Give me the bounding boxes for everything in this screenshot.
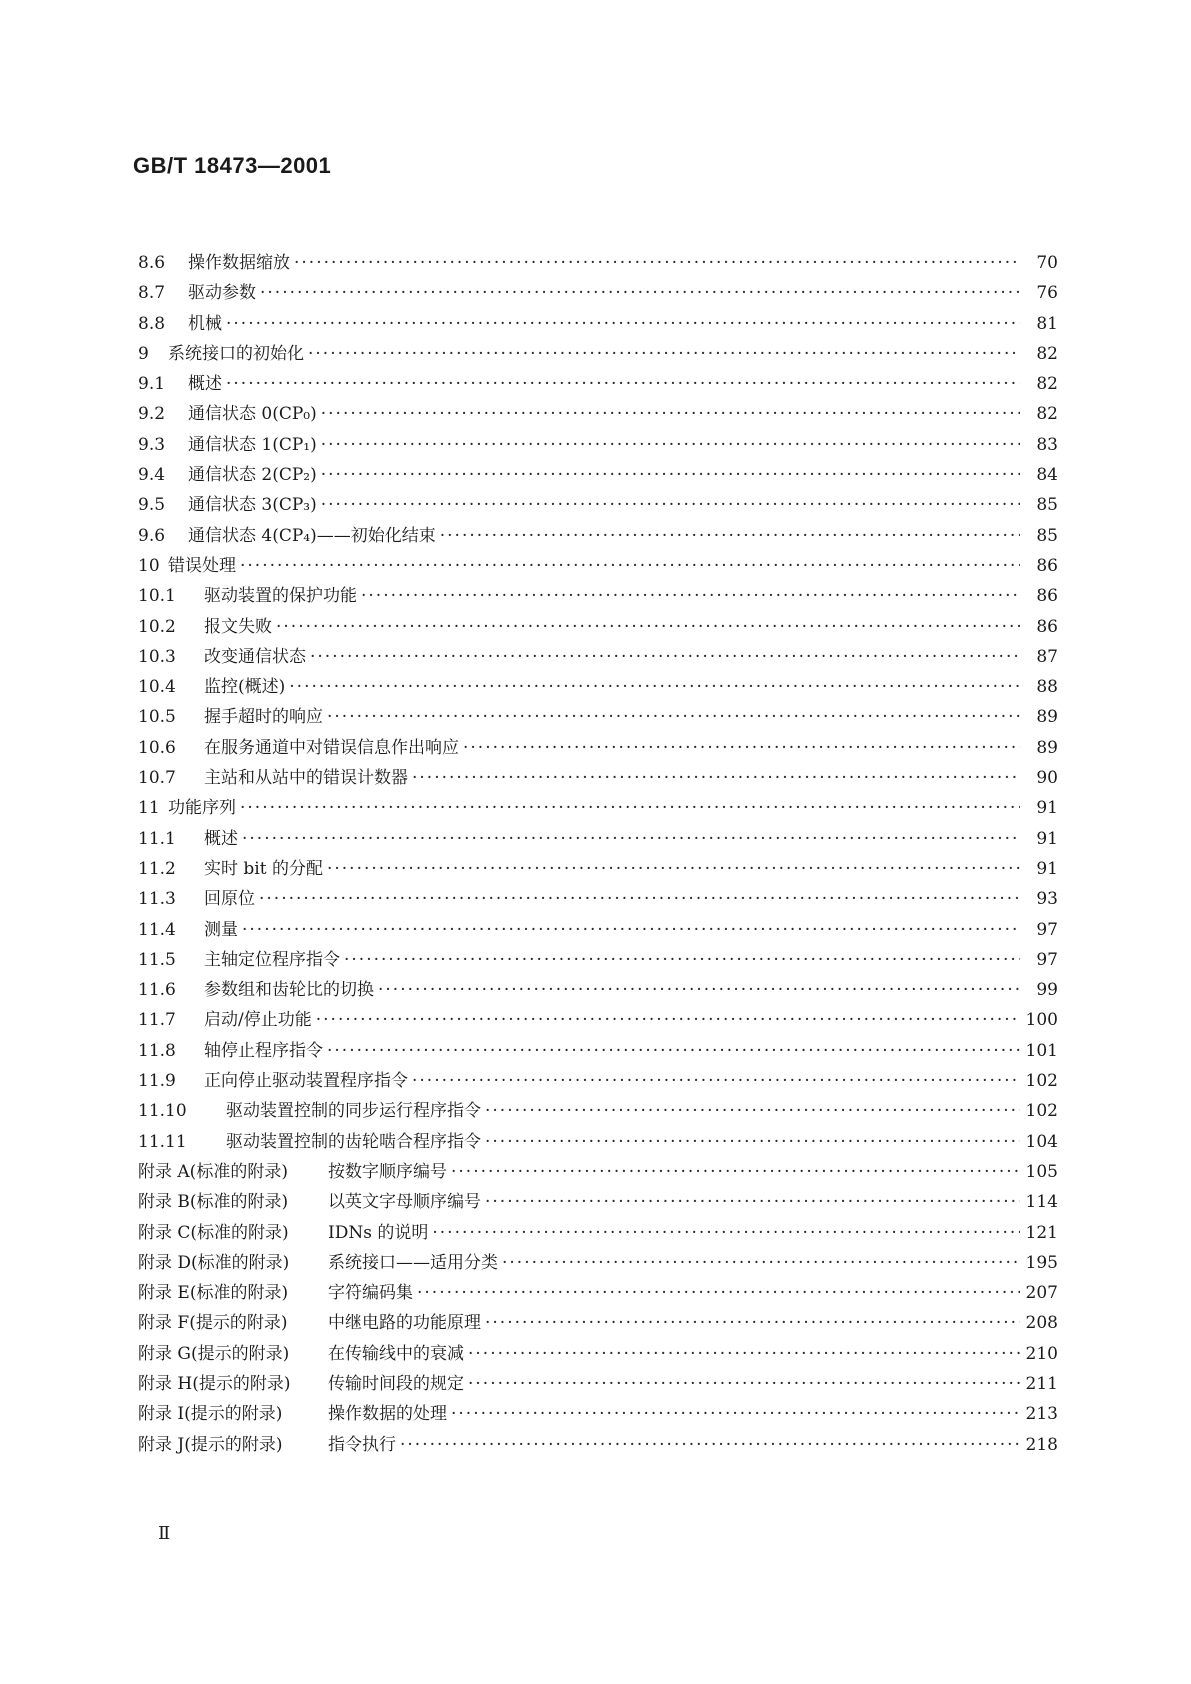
toc-entry-number: 11.3 xyxy=(138,889,176,910)
dot-leader xyxy=(440,521,1020,551)
toc-entry-title: 监控(概述) xyxy=(204,677,286,698)
dot-leader xyxy=(276,612,1020,642)
toc-entry-number: 附录 A(标准的附录) xyxy=(138,1161,288,1182)
dot-leader xyxy=(308,339,1020,369)
toc-entry-number: 附录 H(提示的附录) xyxy=(138,1373,291,1394)
toc-entry[interactable] xyxy=(138,793,1058,823)
toc-entry-number: 10.4 xyxy=(138,677,176,698)
dot-leader xyxy=(327,1036,1020,1066)
toc-entry[interactable] xyxy=(138,763,1058,793)
table-of-contents xyxy=(138,248,1058,1460)
dot-leader xyxy=(226,369,1020,399)
toc-entry[interactable] xyxy=(138,430,1058,460)
toc-entry-number: 11.5 xyxy=(138,949,176,970)
toc-entry-number: 附录 C(标准的附录) xyxy=(138,1222,289,1243)
toc-entry-number: 附录 E(标准的附录) xyxy=(138,1283,289,1304)
toc-entry[interactable] xyxy=(138,1127,1058,1157)
toc-entry[interactable] xyxy=(138,490,1058,520)
toc-entry-page: 76 xyxy=(1036,283,1058,304)
toc-entry-number: 附录 D(标准的附录) xyxy=(138,1252,290,1273)
toc-entry[interactable] xyxy=(138,854,1058,884)
toc-entry-number: 11.11 xyxy=(138,1131,187,1152)
toc-entry-number: 11 xyxy=(138,798,160,819)
toc-entry-page: 195 xyxy=(1025,1252,1058,1273)
toc-entry-title: 功能序列 xyxy=(168,798,236,819)
toc-entry-page: 84 xyxy=(1036,465,1058,486)
toc-entry-page: 90 xyxy=(1036,768,1058,789)
dot-leader xyxy=(242,915,1020,945)
toc-entry-number: 9.6 xyxy=(138,525,166,546)
dot-leader xyxy=(259,884,1020,914)
toc-entry-title: 驱动参数 xyxy=(188,283,256,304)
toc-entry-number: 11.4 xyxy=(138,919,176,940)
toc-entry-page: 85 xyxy=(1036,495,1058,516)
toc-entry[interactable] xyxy=(138,1157,1058,1187)
toc-entry-page: 114 xyxy=(1025,1192,1058,1213)
toc-entry-page: 97 xyxy=(1036,919,1058,940)
toc-entry-title: 主轴定位程序指令 xyxy=(204,949,340,970)
toc-entry-page: 82 xyxy=(1036,343,1058,364)
toc-entry-number: 9.5 xyxy=(138,495,166,516)
toc-entry-page: 86 xyxy=(1036,555,1058,576)
toc-entry-page: 87 xyxy=(1036,646,1058,667)
toc-entry-title: 概述 xyxy=(204,828,238,849)
dot-leader xyxy=(485,1096,1020,1126)
toc-entry-page: 121 xyxy=(1025,1222,1058,1243)
toc-entry-number: 11.9 xyxy=(138,1071,176,1092)
dot-leader xyxy=(327,854,1020,884)
toc-entry-page: 86 xyxy=(1036,616,1058,637)
toc-entry[interactable] xyxy=(138,551,1058,581)
dot-leader xyxy=(240,551,1020,581)
toc-entry-number: 8.8 xyxy=(138,313,166,334)
toc-entry-title: 中继电路的功能原理 xyxy=(328,1313,481,1334)
toc-entry-page: 100 xyxy=(1025,1010,1058,1031)
toc-entry[interactable] xyxy=(138,612,1058,642)
toc-entry-title: IDNs 的说明 xyxy=(328,1222,429,1243)
dot-leader xyxy=(502,1248,1020,1278)
toc-entry[interactable] xyxy=(138,884,1058,914)
dot-leader xyxy=(316,1005,1020,1035)
standard-code: GB/T 18473—2001 xyxy=(133,153,332,178)
dot-leader xyxy=(417,1278,1020,1308)
toc-entry-title: 系统接口——适用分类 xyxy=(328,1252,498,1273)
toc-entry-page: 104 xyxy=(1025,1131,1058,1152)
toc-entry-number: 11.6 xyxy=(138,980,176,1001)
toc-entry-number: 9 xyxy=(138,343,149,364)
toc-entry[interactable] xyxy=(138,521,1058,551)
dot-leader xyxy=(240,793,1020,823)
toc-entry-page: 97 xyxy=(1036,949,1058,970)
toc-entry-number: 10.1 xyxy=(138,586,176,607)
toc-entry[interactable] xyxy=(138,672,1058,702)
toc-entry-page: 207 xyxy=(1025,1283,1058,1304)
toc-entry-number: 10.7 xyxy=(138,768,176,789)
dot-leader xyxy=(321,399,1020,429)
dot-leader xyxy=(485,1127,1020,1157)
dot-leader xyxy=(485,1308,1020,1338)
dot-leader xyxy=(468,1369,1020,1399)
dot-leader xyxy=(321,460,1020,490)
toc-entry-number: 11.10 xyxy=(138,1101,187,1122)
toc-entry-title: 概述 xyxy=(188,374,222,395)
toc-entry-page: 218 xyxy=(1025,1434,1058,1455)
toc-entry-page: 211 xyxy=(1025,1373,1058,1394)
toc-entry-number: 9.3 xyxy=(138,434,166,455)
toc-entry-title: 按数字顺序编号 xyxy=(328,1161,447,1182)
toc-entry[interactable] xyxy=(138,702,1058,732)
toc-entry-page: 86 xyxy=(1036,586,1058,607)
toc-entry-title: 在传输线中的衰减 xyxy=(328,1343,464,1364)
toc-entry-title: 握手超时的响应 xyxy=(204,707,323,728)
toc-entry[interactable] xyxy=(138,399,1058,429)
toc-entry[interactable] xyxy=(138,945,1058,975)
toc-entry-page: 70 xyxy=(1036,253,1058,273)
dot-leader xyxy=(485,1187,1020,1217)
toc-entry-page: 105 xyxy=(1025,1161,1058,1182)
page-number: Ⅱ xyxy=(158,1523,171,1544)
toc-entry[interactable] xyxy=(138,460,1058,490)
toc-entry-number: 8.6 xyxy=(138,253,166,273)
toc-entry-number: 11.8 xyxy=(138,1040,176,1061)
dot-leader xyxy=(310,642,1020,672)
dot-leader xyxy=(242,824,1020,854)
toc-entry[interactable] xyxy=(138,915,1058,945)
dot-leader xyxy=(294,248,1020,278)
toc-entry-page: 91 xyxy=(1036,858,1058,879)
toc-entry[interactable] xyxy=(138,1278,1058,1308)
toc-entry-title: 通信状态 4(CP₄)——初始化结束 xyxy=(188,525,436,546)
toc-entry-number: 附录 I(提示的附录) xyxy=(138,1404,283,1425)
toc-entry-number: 10.6 xyxy=(138,737,176,758)
toc-entry-page: 81 xyxy=(1036,313,1058,334)
toc-entry[interactable] xyxy=(138,733,1058,763)
toc-entry[interactable] xyxy=(138,1005,1058,1035)
toc-entry[interactable] xyxy=(138,1248,1058,1278)
toc-entry-title: 字符编码集 xyxy=(328,1283,413,1304)
toc-entry-number: 附录 B(标准的附录) xyxy=(138,1192,289,1213)
dot-leader xyxy=(226,309,1020,339)
toc-entry-page: 91 xyxy=(1036,828,1058,849)
dot-leader xyxy=(321,430,1020,460)
toc-entry-page: 102 xyxy=(1025,1101,1058,1122)
toc-entry-page: 213 xyxy=(1025,1404,1058,1425)
dot-leader xyxy=(412,763,1020,793)
toc-entry[interactable] xyxy=(138,1036,1058,1066)
toc-entry-number: 10 xyxy=(138,555,160,576)
toc-entry-title: 测量 xyxy=(204,919,238,940)
toc-entry-number: 8.7 xyxy=(138,283,166,304)
toc-entry-page: 91 xyxy=(1036,798,1058,819)
toc-entry-title: 回原位 xyxy=(204,889,255,910)
toc-entry[interactable] xyxy=(138,1218,1058,1248)
toc-entry-title: 机械 xyxy=(188,313,222,334)
toc-entry[interactable] xyxy=(138,1096,1058,1126)
toc-entry[interactable] xyxy=(138,1187,1058,1217)
toc-entry[interactable] xyxy=(138,581,1058,611)
toc-entry-title: 通信状态 0(CP₀) xyxy=(188,404,317,425)
toc-entry-title: 通信状态 1(CP₁) xyxy=(188,434,317,455)
toc-entry-page: 89 xyxy=(1036,737,1058,758)
toc-entry-number: 10.2 xyxy=(138,616,176,637)
dot-leader xyxy=(260,278,1020,308)
dot-leader xyxy=(321,490,1020,520)
dot-leader xyxy=(361,581,1020,611)
toc-entry-title: 指令执行 xyxy=(328,1434,396,1455)
toc-entry-page: 82 xyxy=(1036,404,1058,425)
toc-entry-page: 82 xyxy=(1036,374,1058,395)
toc-entry-page: 208 xyxy=(1025,1313,1058,1334)
toc-entry-title: 通信状态 3(CP₃) xyxy=(188,495,317,516)
toc-entry-title: 操作数据的处理 xyxy=(328,1404,447,1425)
toc-entry-title: 轴停止程序指令 xyxy=(204,1040,323,1061)
toc-entry-title: 错误处理 xyxy=(168,555,236,576)
toc-entry-number: 11.1 xyxy=(138,828,176,849)
dot-leader xyxy=(289,672,1020,702)
toc-entry[interactable] xyxy=(138,1399,1058,1429)
toc-entry-number: 11.2 xyxy=(138,858,176,879)
toc-entry-number: 10.3 xyxy=(138,646,176,667)
toc-entry-title: 驱动装置控制的同步运行程序指令 xyxy=(226,1101,481,1122)
toc-entry-page: 99 xyxy=(1036,980,1058,1001)
toc-entry-number: 附录 F(提示的附录) xyxy=(138,1313,288,1334)
toc-entry-page: 83 xyxy=(1036,434,1058,455)
toc-entry-title: 参数组和齿轮比的切换 xyxy=(204,980,374,1001)
toc-entry-number: 9.2 xyxy=(138,404,166,425)
toc-entry-page: 85 xyxy=(1036,525,1058,546)
dot-leader xyxy=(468,1339,1020,1369)
dot-leader xyxy=(412,1066,1020,1096)
toc-entry-number: 9.1 xyxy=(138,374,166,395)
toc-entry[interactable] xyxy=(138,369,1058,399)
toc-entry-title: 以英文字母顺序编号 xyxy=(328,1192,481,1213)
toc-entry[interactable] xyxy=(138,1339,1058,1369)
toc-entry-title: 系统接口的初始化 xyxy=(168,343,304,364)
toc-entry-number: 附录 G(提示的附录) xyxy=(138,1343,290,1364)
toc-entry-number: 10.5 xyxy=(138,707,176,728)
toc-entry[interactable] xyxy=(138,1369,1058,1399)
toc-entry-page: 210 xyxy=(1025,1343,1058,1364)
toc-entry-number: 9.4 xyxy=(138,465,166,486)
dot-leader xyxy=(463,733,1020,763)
toc-entry[interactable] xyxy=(138,339,1058,369)
dot-leader xyxy=(327,702,1020,732)
dot-leader xyxy=(451,1399,1020,1429)
toc-entry-title: 正向停止驱动装置程序指令 xyxy=(204,1071,408,1092)
toc-entry-title: 驱动装置控制的齿轮啮合程序指令 xyxy=(226,1131,481,1152)
toc-entry-number: 附录 J(提示的附录) xyxy=(138,1434,283,1455)
toc-entry[interactable] xyxy=(138,309,1058,339)
toc-entry-title: 实时 bit 的分配 xyxy=(204,858,323,879)
dot-leader xyxy=(400,1430,1020,1460)
toc-entry[interactable] xyxy=(138,824,1058,854)
toc-entry[interactable] xyxy=(138,1308,1058,1338)
toc-entry-title: 传输时间段的规定 xyxy=(328,1373,464,1394)
toc-entry-page: 101 xyxy=(1025,1040,1058,1061)
toc-entry[interactable] xyxy=(138,1066,1058,1096)
toc-entry-title: 改变通信状态 xyxy=(204,646,306,667)
toc-entry-title: 在服务通道中对错误信息作出响应 xyxy=(204,737,459,758)
toc-entry-page: 88 xyxy=(1036,677,1058,698)
toc-entry-page: 102 xyxy=(1025,1071,1058,1092)
toc-entry-page: 93 xyxy=(1036,889,1058,910)
toc-entry-title: 通信状态 2(CP₂) xyxy=(188,465,317,486)
toc-entry[interactable] xyxy=(138,248,1058,278)
toc-entry-page: 89 xyxy=(1036,707,1058,728)
dot-leader xyxy=(451,1157,1020,1187)
toc-entry[interactable] xyxy=(138,975,1058,1005)
toc-entry-title: 报文失败 xyxy=(204,616,272,637)
toc-entry[interactable] xyxy=(138,278,1058,308)
toc-entry-number: 11.7 xyxy=(138,1010,176,1031)
toc-entry[interactable] xyxy=(138,1430,1058,1460)
dot-leader xyxy=(432,1218,1020,1248)
toc-entry-title: 操作数据缩放 xyxy=(188,253,290,273)
toc-entry[interactable] xyxy=(138,642,1058,672)
toc-entry-title: 驱动装置的保护功能 xyxy=(204,586,357,607)
dot-leader xyxy=(378,975,1020,1005)
toc-entry-title: 主站和从站中的错误计数器 xyxy=(204,768,408,789)
dot-leader xyxy=(344,945,1020,975)
toc-entry-title: 启动/停止功能 xyxy=(204,1010,312,1031)
